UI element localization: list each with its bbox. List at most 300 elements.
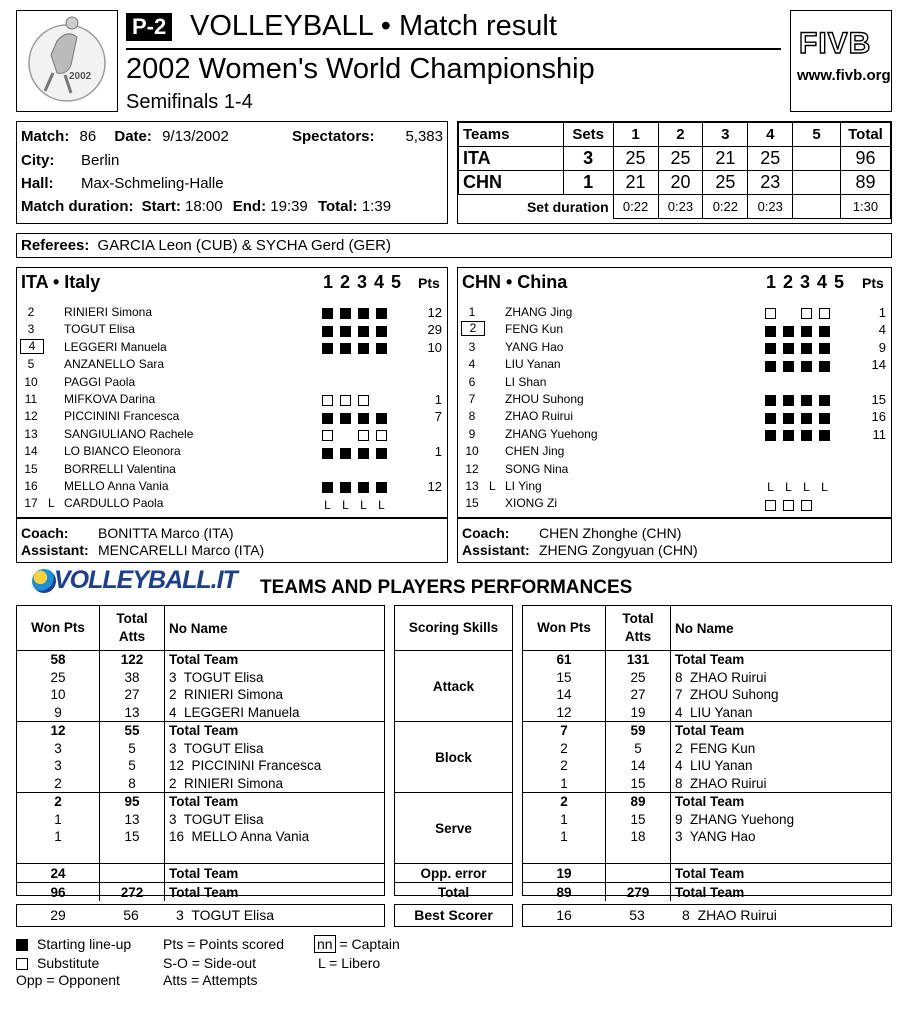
total-atts: 5 <box>100 740 165 758</box>
substitute-set-icon <box>783 500 794 511</box>
city-row <box>21 152 54 169</box>
player-number: 13 <box>24 426 38 441</box>
total-atts: 15 <box>100 828 165 846</box>
player-number: 1 <box>468 305 476 319</box>
player-number: 7 <box>468 392 476 406</box>
total-atts: 14 <box>606 757 671 775</box>
event-logo-box <box>16 10 118 112</box>
won-pts: 7 <box>523 722 606 740</box>
starting-set-icon <box>358 413 369 424</box>
perf-row <box>523 704 891 722</box>
player-name: XIONG Zi <box>505 496 558 511</box>
starting-set-icon <box>358 343 369 354</box>
player-name: MELLO Anna Vania <box>64 479 169 493</box>
grand-total-row <box>523 883 891 902</box>
player-number: 16 <box>24 479 38 493</box>
won-pts: 61 <box>523 651 606 669</box>
won-pts: 2 <box>560 758 568 774</box>
won-pts: 2 <box>17 793 100 811</box>
skill-row <box>395 793 512 864</box>
starting-set-icon <box>783 395 794 406</box>
captain-box: nn <box>314 935 336 953</box>
start-label: Start: <box>141 198 181 215</box>
player-name: 2 RINIERI Simona <box>165 775 385 793</box>
starting-set-icon <box>340 326 351 337</box>
perf-row <box>17 669 384 687</box>
team-code: ITA <box>459 147 564 171</box>
total-team: Total Team <box>165 651 385 669</box>
hall-label: Hall: <box>21 175 54 192</box>
substitute-set-icon <box>376 430 387 441</box>
legend-starting <box>16 936 131 952</box>
perf-row <box>523 793 891 811</box>
skill-row <box>395 651 512 722</box>
assistant-label: Assistant: <box>21 542 89 558</box>
player-number: 3 <box>27 322 35 337</box>
player-points: 9 <box>878 339 886 355</box>
player-name: 4 LIU Yanan <box>671 757 892 775</box>
starting-set-icon <box>801 326 812 337</box>
spectators-row <box>292 128 375 145</box>
starting-set-icon <box>358 482 369 493</box>
player-row <box>16 478 448 495</box>
player-row <box>457 443 892 460</box>
substitute-set-icon <box>358 430 369 441</box>
coach-name: CHEN Zhonghe (CHN) <box>539 525 682 541</box>
won-pts: 19 <box>523 864 606 883</box>
opp-error-row <box>17 864 384 883</box>
legend-opp: Opp = Opponent <box>16 972 120 988</box>
perf-row <box>17 704 384 722</box>
score-header: 1 <box>613 123 658 147</box>
player-row <box>457 426 892 443</box>
player-number: 9 <box>468 426 476 441</box>
player-name: PICCININI Francesca <box>64 409 180 424</box>
player-row <box>457 461 892 478</box>
pts-header: Pts <box>418 275 440 291</box>
libero-set-icon: L <box>342 497 349 512</box>
score-header: Sets <box>563 123 613 147</box>
set-participation <box>765 480 837 494</box>
player-name: 3 TOGUT Elisa <box>165 811 385 829</box>
total-atts: 89 <box>606 793 671 811</box>
player-row <box>457 391 892 408</box>
player-points: 1 <box>878 305 886 320</box>
starting-set-icon <box>322 413 333 424</box>
won-pts: 58 <box>17 651 100 669</box>
starting-set-icon <box>340 343 351 354</box>
libero-set-icon: L <box>821 480 828 495</box>
perf-row <box>523 740 891 758</box>
starting-set-icon <box>819 413 830 424</box>
set-participation <box>765 306 837 320</box>
won-pts: 1 <box>54 829 62 845</box>
sets-header: 1 2 3 4 5 <box>323 272 402 292</box>
player-name: 8 ZHAO Ruirui <box>671 775 892 793</box>
won-pts: 10 <box>50 687 66 703</box>
won-pts-header: Won Pts <box>537 620 591 635</box>
player-number: 15 <box>24 461 38 476</box>
starting-set-icon <box>340 413 351 424</box>
total-team: Total Team <box>165 864 385 883</box>
set-duration <box>793 195 841 219</box>
date-label: Date: <box>114 128 152 145</box>
substitute-set-icon <box>801 308 812 319</box>
perf-row <box>523 757 891 775</box>
won-pts: 15 <box>556 669 572 685</box>
won-pts: 3 <box>54 758 62 774</box>
score-header: 5 <box>793 123 841 147</box>
performances-title: TEAMS AND PLAYERS PERFORMANCES <box>260 577 633 598</box>
scoring-skills-header: Scoring Skills <box>408 620 499 635</box>
total-atts: 13 <box>100 811 165 829</box>
starting-set-icon <box>783 326 794 337</box>
player-row <box>457 321 892 338</box>
set-score: 25 <box>748 147 793 171</box>
fivb-url: www.fivb.org <box>797 67 891 84</box>
set-participation <box>765 393 837 407</box>
total-duration: 1:30 <box>840 195 890 219</box>
player-number: 15 <box>465 496 479 511</box>
total-atts: 5 <box>100 757 165 775</box>
grand-total-row <box>17 883 384 902</box>
spectators-value: 5,383 <box>405 128 443 145</box>
won-pts <box>17 846 100 864</box>
legend-text: = Captain <box>339 936 400 952</box>
starting-set-icon <box>783 413 794 424</box>
total-atts: 55 <box>100 722 165 740</box>
set-score: 25 <box>613 147 658 171</box>
starting-set-icon <box>376 413 387 424</box>
player-name: SONG Nina <box>505 461 569 476</box>
skill-name: Block <box>395 722 512 793</box>
player-name: ZHAO Ruirui <box>505 409 574 424</box>
player-number: 11 <box>24 392 38 406</box>
won-pts: 14 <box>556 687 572 703</box>
substitute-set-icon <box>765 500 776 511</box>
substitute-set-icon <box>765 308 776 319</box>
player-number: 10 <box>24 374 38 389</box>
championship-title: 2002 Women's World Championship <box>126 53 595 85</box>
divider <box>457 517 892 519</box>
substitute-set-icon <box>819 308 830 319</box>
won-pts: 1 <box>560 775 568 791</box>
set-score: 21 <box>703 147 748 171</box>
substitute-set-icon <box>801 500 812 511</box>
coach-name: BONITTA Marco (ITA) <box>98 525 234 541</box>
player-number: 8 <box>468 409 476 424</box>
page-badge <box>126 13 172 41</box>
best-atts: 53 <box>629 907 645 923</box>
perf-header-row <box>17 606 384 651</box>
fivb-logo: FIVB <box>799 27 872 60</box>
starting-set-icon <box>801 395 812 406</box>
player-name: 2 FENG Kun <box>671 740 892 758</box>
player-row <box>457 356 892 373</box>
perf-header-row <box>523 606 891 651</box>
set-participation <box>322 497 394 511</box>
total-atts: 59 <box>606 722 671 740</box>
total-atts: 18 <box>606 828 671 846</box>
player-number: 14 <box>24 444 38 459</box>
player-name: 3 YANG Hao <box>671 828 892 846</box>
player-points: 11 <box>872 426 886 442</box>
start-value: 18:00 <box>185 198 223 215</box>
player-name: 4 LEGGERI Manuela <box>165 704 385 722</box>
legend-text: Substitute <box>37 955 100 971</box>
set-duration: 0:23 <box>658 195 703 219</box>
legend-pts: Pts = Points scored <box>163 936 285 952</box>
legend-text: Starting line-up <box>37 936 132 952</box>
player-points: 12 <box>427 479 442 494</box>
total-atts <box>606 864 671 883</box>
perf-row <box>17 828 384 846</box>
player-number: 3 <box>468 339 476 354</box>
best-won: 16 <box>556 907 572 923</box>
set-score: 23 <box>748 171 793 195</box>
starting-set-icon <box>322 326 333 337</box>
player-points: 1 <box>434 444 442 460</box>
set-duration: 0:22 <box>703 195 748 219</box>
won-pts: 24 <box>17 864 100 883</box>
won-pts: 1 <box>560 829 568 845</box>
set-participation <box>765 358 837 372</box>
best-won: 29 <box>50 907 66 923</box>
starting-set-icon <box>322 448 333 459</box>
player-row <box>16 339 448 356</box>
won-pts: 9 <box>54 704 62 720</box>
starting-set-icon <box>376 308 387 319</box>
player-number: 2 <box>461 321 485 336</box>
starting-set-icon <box>322 482 333 493</box>
total-atts <box>100 864 165 883</box>
team-name-ita: ITA • Italy <box>21 272 101 292</box>
substitute-set-icon <box>340 395 351 406</box>
libero-set-icon: L <box>324 497 331 512</box>
perf-row <box>17 811 384 829</box>
starting-set-icon <box>376 326 387 337</box>
set-participation <box>765 341 837 355</box>
duration-row <box>21 198 391 215</box>
sets-won: 3 <box>563 147 613 171</box>
won-pts-header: Won Pts <box>31 620 85 635</box>
team-code: CHN <box>459 171 564 195</box>
won-pts: 96 <box>17 883 100 902</box>
best-name: 8 ZHAO Ruirui <box>682 907 777 923</box>
duration-label: Match duration: <box>21 198 134 215</box>
set-participation <box>322 428 394 442</box>
total-atts: 13 <box>100 704 165 722</box>
set-participation <box>322 393 376 407</box>
won-pts: 25 <box>50 669 66 685</box>
skill-name: Serve <box>395 793 512 864</box>
won-pts: 2 <box>54 775 62 791</box>
end-value: 19:39 <box>270 198 308 215</box>
player-row <box>457 374 892 391</box>
perf-row <box>17 793 384 811</box>
set-participation <box>322 410 394 424</box>
assistant-label: Assistant: <box>462 542 530 558</box>
won-pts: 2 <box>523 793 606 811</box>
match-number: 86 <box>79 128 97 145</box>
perf-row <box>523 811 891 829</box>
starting-set-icon <box>783 343 794 354</box>
player-row <box>457 304 892 321</box>
set-participation <box>322 323 394 337</box>
player-name: 3 TOGUT Elisa <box>165 740 385 758</box>
total-points: 89 <box>840 171 890 195</box>
player-name: ZHANG Yuehong <box>505 426 598 441</box>
player-name: 12 PICCININI Francesca <box>165 757 385 775</box>
set-duration-row <box>459 195 891 219</box>
title-rule <box>126 48 781 50</box>
total-atts: 27 <box>606 686 671 704</box>
pts-header: Pts <box>862 275 884 291</box>
won-pts: 89 <box>523 883 606 902</box>
skill-row <box>395 722 512 793</box>
match-label: Match: <box>21 128 70 145</box>
player-name: 4 LIU Yanan <box>671 704 892 722</box>
player-name: ANZANELLO Sara <box>64 357 165 372</box>
volleyball-icon <box>32 569 56 593</box>
set-participation <box>322 341 394 355</box>
legend-so: S-O = Side-out <box>163 955 256 971</box>
score-row-chn <box>459 171 891 195</box>
perf-header-row <box>395 606 512 651</box>
legend-atts: Atts = Attempts <box>163 972 258 988</box>
player-name: SANGIULIANO Rachele <box>64 426 194 441</box>
won-pts: 12 <box>17 722 100 740</box>
spectators-label: Spectators: <box>292 128 375 145</box>
total-value: 1:39 <box>361 198 392 215</box>
player-name: TOGUT Elisa <box>64 322 135 337</box>
total-team: Total Team <box>671 883 892 902</box>
total-atts: 131 <box>606 651 671 669</box>
set-duration: 0:23 <box>748 195 793 219</box>
opp-error-row <box>523 864 891 883</box>
player-name: 9 ZHANG Yuehong <box>671 811 892 829</box>
player-row <box>16 321 448 338</box>
match-date: 9/13/2002 <box>162 128 229 145</box>
perf-row <box>17 651 384 669</box>
skill-row <box>395 864 512 883</box>
total-atts <box>606 846 671 864</box>
set-participation <box>765 497 819 511</box>
sponsor-logo <box>32 566 237 595</box>
perf-row <box>17 722 384 740</box>
total-atts: 122 <box>100 651 165 669</box>
event-logo-year: 2002 <box>69 71 92 82</box>
player-row <box>16 461 448 478</box>
libero-set-icon: L <box>378 497 385 512</box>
player-name: 8 ZHAO Ruirui <box>671 669 892 687</box>
sets-won: 1 <box>563 171 613 195</box>
match-info <box>16 121 448 224</box>
referees-label: Referees: <box>21 237 90 254</box>
starting-set-icon <box>783 430 794 441</box>
roster-ita <box>16 304 448 514</box>
player-row <box>16 304 448 321</box>
set-score <box>793 171 841 195</box>
starting-set-icon <box>340 482 351 493</box>
player-row <box>16 374 448 391</box>
player-name: LI Shan <box>505 374 547 389</box>
player-points: 15 <box>871 392 886 407</box>
starting-set-icon <box>765 395 776 406</box>
total-atts: 8 <box>100 775 165 793</box>
total-team: Total Team <box>165 883 385 902</box>
set-duration-label: Set duration <box>459 195 614 219</box>
player-name: ZHANG Jing <box>505 305 573 319</box>
starting-set-icon <box>322 308 333 319</box>
player-name <box>671 846 892 864</box>
player-number: 10 <box>465 444 479 459</box>
perf-row <box>523 846 891 864</box>
starting-set-icon <box>765 413 776 424</box>
assistant-name: MENCARELLI Marco (ITA) <box>98 542 265 558</box>
total-atts: 25 <box>606 669 671 687</box>
set-participation <box>322 306 394 320</box>
referees-bar <box>16 233 892 258</box>
set-participation <box>322 445 394 459</box>
starting-set-icon <box>376 448 387 459</box>
substitute-set-icon <box>322 395 333 406</box>
set-score: 21 <box>613 171 658 195</box>
starting-set-icon <box>765 326 776 337</box>
won-pts: 12 <box>556 704 572 720</box>
player-points: 1 <box>434 392 442 407</box>
best-atts: 56 <box>123 907 139 923</box>
total-atts: 15 <box>606 775 671 793</box>
sets-header: 1 2 3 4 5 <box>766 272 845 292</box>
score-header: Total <box>840 123 890 147</box>
perf-row <box>17 757 384 775</box>
city-label: City: <box>21 152 55 169</box>
score-header-row <box>459 123 891 147</box>
player-number: 12 <box>24 409 38 424</box>
team-name-chn: CHN • China <box>462 272 568 292</box>
set-participation <box>765 410 837 424</box>
sponsor-logo-text: VOLLEYBALL.IT <box>54 566 237 594</box>
best-scorer-label: Best Scorer <box>414 907 493 923</box>
roster-chn <box>457 304 892 514</box>
libero-mark: L <box>48 496 55 511</box>
player-row <box>457 495 892 512</box>
perf-row <box>523 686 891 704</box>
perf-table-chn <box>523 606 891 901</box>
player-name: CHEN Jing <box>505 444 565 459</box>
set-duration: 0:22 <box>613 195 658 219</box>
total-atts: 19 <box>606 704 671 722</box>
perf-row <box>17 740 384 758</box>
total-atts: 15 <box>606 811 671 829</box>
player-name: 3 TOGUT Elisa <box>165 669 385 687</box>
player-row <box>457 408 892 425</box>
total-atts: 95 <box>100 793 165 811</box>
player-name: 2 RINIERI Simona <box>165 686 385 704</box>
player-name: RINIERI Simona <box>64 305 153 319</box>
player-row <box>16 408 448 425</box>
perf-row <box>523 828 891 846</box>
fivb-logo-box <box>790 10 892 112</box>
total-team: Total Team <box>671 722 892 740</box>
skill-row <box>395 883 512 902</box>
set-participation <box>765 428 837 442</box>
total-label: Total <box>395 883 512 902</box>
starting-set-icon <box>819 430 830 441</box>
legend-libero: L = Libero <box>318 955 381 971</box>
starting-set-icon <box>376 482 387 493</box>
